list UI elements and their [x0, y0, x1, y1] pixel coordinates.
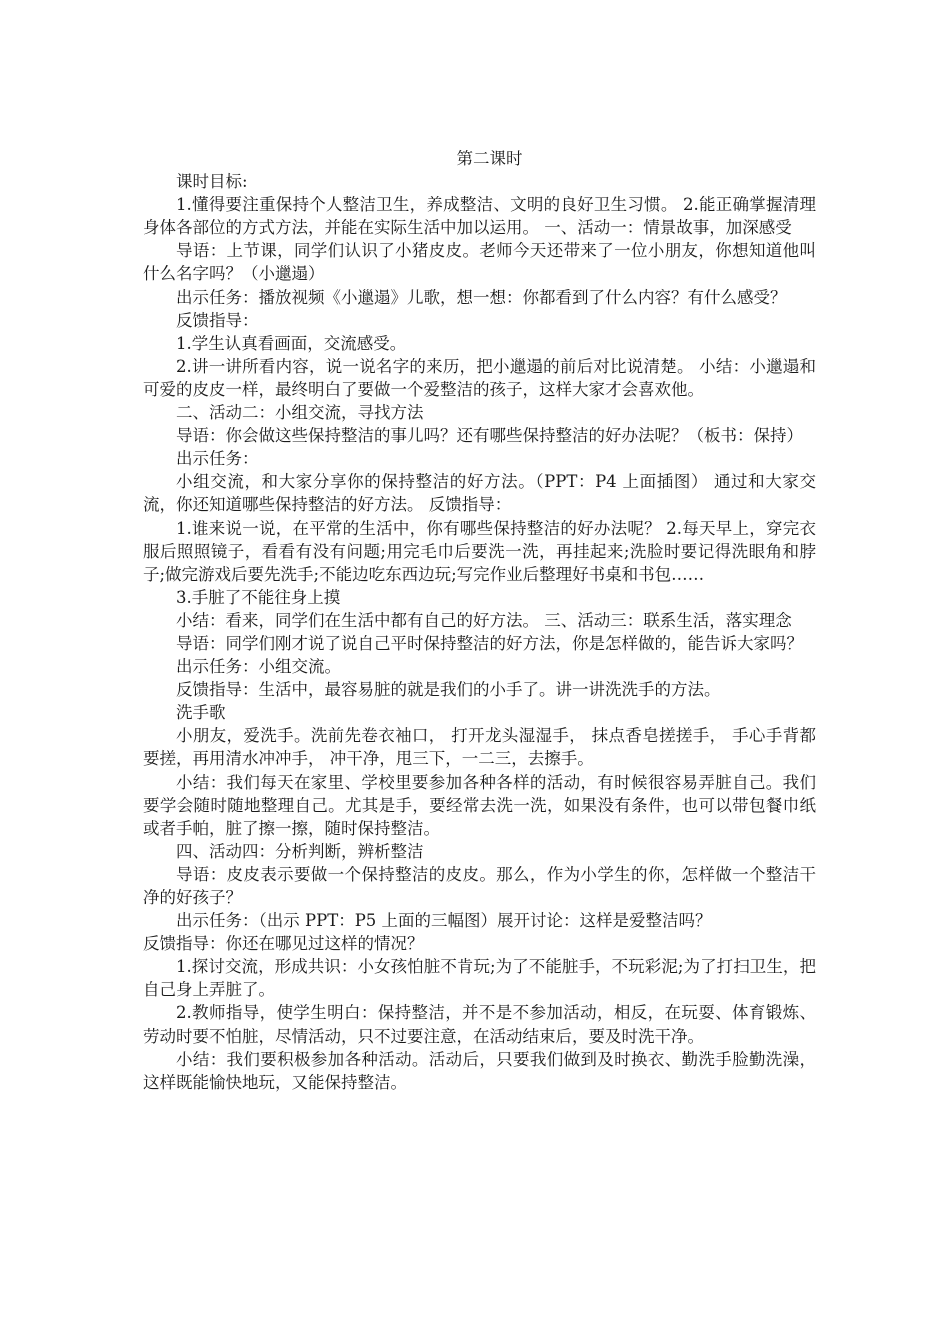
paragraph-feedback-4-heading: 反馈指导：你还在哪见过这样的情况？	[143, 934, 424, 954]
paragraph-task-2: 小组交流，和大家分享你的保持整洁的好方法。（PPT：P4 上面插图） 通过和大家交流，你还知道哪些保持整洁的好方法。 反馈指导：	[143, 472, 816, 515]
paragraph-song-lyrics: 小朋友，爱洗手。洗前先卷衣袖口， 打开龙头湿湿手， 抹点香皂搓搓手， 手心手背都要搓，再用清水冲冲手， 冲干净，甩三下，一二三，去擦手。	[143, 726, 816, 769]
paragraph-objectives-heading: 课时目标:	[176, 172, 248, 192]
paragraph-feedback-2-item-3: 3.手脏了不能往身上摸	[176, 587, 341, 607]
paragraph-task-2-heading: 出示任务：	[176, 449, 259, 469]
paragraph-intro-4: 导语：皮皮表示要做一个保持整洁的皮皮。那么，作为小学生的你，怎样做一个整洁干净的好孩子？	[143, 864, 816, 907]
paragraph-intro-1: 导语：上节课，同学们认识了小猪皮皮。老师今天还带来了一位小朋友，你想知道他叫什么名字吗？（小邋遢）	[143, 241, 816, 284]
paragraph-summary-4: 小结：我们要积极参加各种活动。活动后，只要我们做到及时换衣、勤洗手脸勤洗澡，这样既能愉快地玩，又能保持整洁。	[143, 1049, 816, 1092]
paragraph-song-title: 洗手歌	[176, 703, 226, 723]
paragraph-intro-2: 导语：你会做这些保持整洁的事儿吗？还有哪些保持整洁的好办法呢？（板书：保持）	[176, 426, 803, 446]
paragraph-summary-2: 小结：看来，同学们在生活中都有自己的好方法。 三、活动三：联系生活，落实理念	[176, 610, 792, 630]
paragraph-activity-4-heading: 四、活动四：分析判断，辨析整洁	[176, 841, 424, 861]
paragraph-summary-3: 小结：我们每天在家里、学校里要参加各种各样的活动，有时候很容易弄脏自己。我们要学会随时随地整理自己。尤其是手，要经常去洗一洗，如果没有条件，也可以带包餐巾纸或者手帕，脏了擦一擦，随时保持整洁。	[143, 772, 816, 838]
paragraph-feedback-1-item-2: 2.讲一讲所看内容，说一说名字的来历，把小邋遢的前后对比说清楚。 小结：小邋遢和可爱的皮皮一样，最终明白了要做一个爱整洁的孩子，这样大家才会喜欢他。	[143, 356, 816, 399]
paragraph-activity-2-heading: 二、活动二：小组交流，寻找方法	[176, 403, 424, 423]
paragraph-feedback-heading-1: 反馈指导：	[176, 310, 259, 330]
paragraph-feedback-4-item-2: 2.教师指导，使学生明白：保持整洁，并不是不参加活动，相反，在玩耍、体育锻炼、劳动时要不怕脏，尽情活动，只不过要注意，在活动结束后，要及时洗干净。	[143, 1003, 816, 1046]
lesson-title: 第二课时	[456, 149, 523, 168]
paragraph-task-1: 出示任务：播放视频《小邋遢》儿歌，想一想：你都看到了什么内容？有什么感受？	[176, 287, 787, 307]
paragraph-intro-3: 导语：同学们刚才说了说自己平时保持整洁的好方法，你是怎样做的，能告诉大家吗？	[176, 633, 803, 653]
paragraph-feedback-1-item-1: 1.学生认真看画面，交流感受。	[176, 333, 407, 353]
paragraph-task-4: 出示任务：（出示 PPT：P5 上面的三幅图）展开讨论：这样是爱整洁吗？	[176, 911, 712, 931]
paragraph-task-3: 出示任务：小组交流。	[176, 657, 341, 677]
paragraph-feedback-3: 反馈指导：生活中，最容易脏的就是我们的小手了。讲一讲洗洗手的方法。	[176, 680, 721, 700]
paragraph-feedback-4-item-1: 1.探讨交流，形成共识：小女孩怕脏不肯玩;为了不能脏手，不玩彩泥;为了打扫卫生，把自己身上弄脏了。	[143, 957, 816, 1000]
document-page	[143, 147, 816, 1094]
paragraph-feedback-2-items: 1.谁来说一说，在平常的生活中，你有哪些保持整洁的好办法呢？ 2.每天早上，穿完衣服后照照镜子，看看有没有问题;用完毛巾后要洗一洗，再挂起来;洗脸时要记得洗眼角和脖子;做完游戏后要先洗手;不能边吃东西边玩;写完作业后整理好书桌和书包……	[143, 518, 816, 584]
paragraph-objectives: 1.懂得要注重保持个人整洁卫生，养成整洁、文明的良好卫生习惯。 2.能正确掌握清理身体各部位的方式方法，并能在实际生活中加以运用。 一、活动一：情景故事，加深感受	[143, 195, 816, 238]
